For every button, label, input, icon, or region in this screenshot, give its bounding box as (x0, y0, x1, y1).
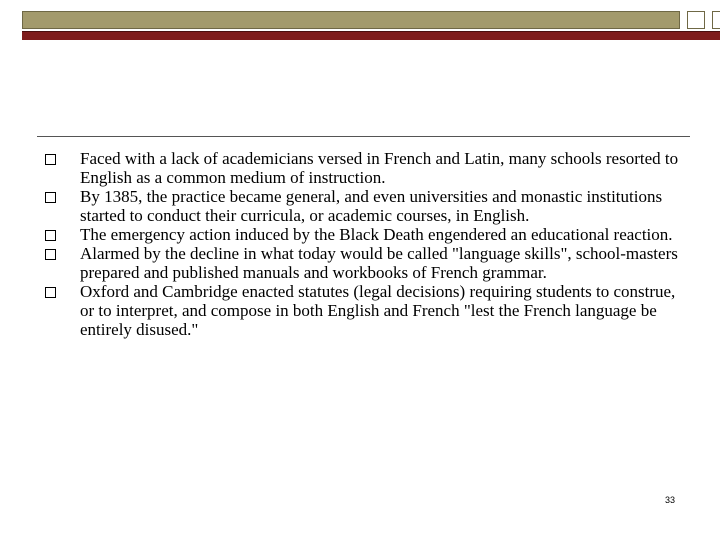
hollow-square-icon (45, 287, 56, 298)
bullet-text: By 1385, the practice became general, and even universities and monastic institutions started to conduct their curricula, or academic courses, in English. (80, 187, 663, 225)
header-decoration (22, 11, 720, 41)
bullet-item (45, 282, 685, 339)
header-square-partial (712, 11, 720, 29)
bullet-item (45, 244, 685, 282)
title-divider (37, 136, 690, 137)
bullet-text: Alarmed by the decline in what today would be called "language skills", school-masters prepared and published manuals and workbooks of French grammar. (80, 244, 678, 282)
bullet-text: Faced with a lack of academicians versed in French and Latin, many schools resorted to English as a common medium of instruction. (80, 149, 679, 187)
bullet-text: The emergency action induced by the Black Death engendered an educational reaction. (80, 225, 673, 244)
hollow-square-icon (45, 249, 56, 260)
bullet-item (45, 225, 685, 244)
page-number: 33 (664, 495, 675, 505)
hollow-square-icon (45, 230, 56, 241)
hollow-square-icon (45, 154, 56, 165)
bullet-text: Oxford and Cambridge enacted statutes (legal decisions) requiring students to construe, or to interpret, and compose in both English and French "lest the French language be entirely disused." (80, 282, 676, 339)
bullet-item (45, 149, 685, 187)
bullet-item (45, 187, 685, 225)
hollow-square-icon (45, 192, 56, 203)
header-red-bar (22, 31, 720, 40)
header-olive-bar (22, 11, 680, 29)
header-square (687, 11, 705, 29)
bullet-list (45, 149, 685, 339)
